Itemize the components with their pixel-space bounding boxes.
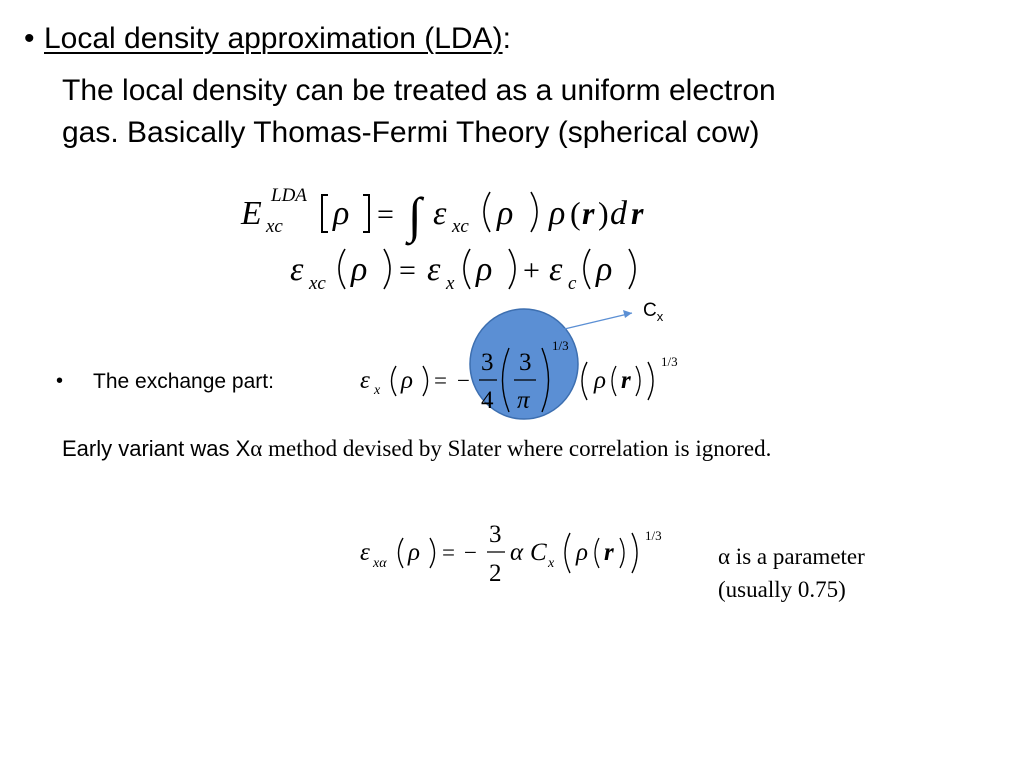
eq4-C: C bbox=[530, 539, 547, 566]
eq3-num3b: 3 bbox=[519, 349, 532, 376]
eq1-paren-right bbox=[531, 192, 537, 232]
exchange-label: The exchange part: bbox=[93, 370, 274, 393]
eq1-d: d bbox=[610, 195, 627, 232]
eq4-paren-r bbox=[430, 538, 435, 568]
eq2-paren-1l bbox=[339, 249, 345, 289]
eq1-bracket-right bbox=[363, 195, 369, 232]
eq4-rho: ρ bbox=[408, 539, 420, 566]
eq3-r: r bbox=[621, 367, 631, 394]
heading-text: Local density approximation (LDA) bbox=[44, 22, 503, 55]
eq4-den: 2 bbox=[489, 560, 502, 587]
eq1-rho2: ρ bbox=[497, 195, 514, 232]
highlight-arrow-head bbox=[623, 310, 632, 318]
eq3-sub-x: x bbox=[374, 383, 381, 398]
eq3-paren-l bbox=[392, 366, 397, 396]
eq1-eps-sub: xc bbox=[452, 216, 469, 237]
eq3-exp1: 1/3 bbox=[552, 338, 569, 353]
eq4-paren2-r bbox=[632, 533, 637, 573]
variant-text bbox=[62, 436, 771, 462]
eq1-sub: xc bbox=[266, 216, 283, 237]
eq4-paren-l bbox=[399, 538, 404, 568]
alpha-note bbox=[718, 540, 865, 606]
eq3-paren3-l bbox=[612, 366, 616, 396]
eq4-paren2-l bbox=[565, 533, 570, 573]
equation-xc-split bbox=[290, 249, 635, 294]
bullet-marker: • bbox=[24, 22, 35, 55]
eq2-rho2: ρ bbox=[476, 251, 493, 288]
intro-line-2: gas. Basically Thomas-Fermi Theory (spherical cow) bbox=[62, 116, 760, 149]
eq3-rho2: ρ bbox=[594, 367, 606, 394]
heading-colon: : bbox=[502, 22, 511, 55]
eq3-exp2: 1/3 bbox=[661, 354, 678, 369]
alpha-note-line-2: (usually 0.75) bbox=[718, 577, 846, 602]
eq4-eps: ε bbox=[360, 539, 370, 566]
eq3-num3: 3 bbox=[481, 349, 494, 376]
eq1-sup: LDA bbox=[271, 185, 307, 206]
eq3-rho: ρ bbox=[401, 367, 413, 394]
eq3-equals: = bbox=[434, 368, 447, 393]
eq1-bracket-left bbox=[322, 195, 328, 232]
cx-label-sub: x bbox=[656, 308, 664, 324]
eq1-rho3: ρ bbox=[549, 195, 566, 232]
eq4-alpha: α bbox=[510, 539, 524, 566]
eq1-paren-left bbox=[484, 192, 490, 232]
eq3-paren3-r bbox=[636, 366, 640, 396]
eq4-sub: xα bbox=[373, 556, 387, 571]
eq2-eps3: ε bbox=[549, 251, 563, 288]
eq1-E: E bbox=[241, 195, 262, 232]
eq4-paren3-l bbox=[595, 538, 599, 568]
eq4-r: r bbox=[604, 539, 614, 566]
alpha-note-line-1: α is a parameter bbox=[718, 544, 865, 569]
eq3-den4: 4 bbox=[481, 387, 494, 414]
eq3-paren2-l bbox=[582, 362, 587, 400]
eq2-paren-2l bbox=[464, 249, 470, 289]
eq1-integral: ∫ bbox=[408, 187, 422, 243]
eq3-paren-r bbox=[423, 366, 428, 396]
eq2-paren-1r bbox=[384, 249, 390, 289]
eq3-paren2-r bbox=[648, 362, 653, 400]
eq1-equals: = bbox=[377, 198, 394, 231]
eq1-eps: ε bbox=[433, 195, 447, 232]
eq3-minus: − bbox=[457, 368, 470, 393]
highlight-arrow-line bbox=[556, 313, 632, 331]
eq2-plus: + bbox=[523, 254, 540, 287]
eq4-sub-x: x bbox=[548, 556, 555, 571]
eq4-num: 3 bbox=[489, 521, 502, 548]
exchange-bullet-marker: • bbox=[56, 370, 64, 392]
eq1-rho: ρ bbox=[333, 195, 350, 232]
eq2-paren-2r bbox=[509, 249, 515, 289]
eq3-eps: ε bbox=[360, 367, 370, 394]
eq2-eps2: ε bbox=[427, 251, 441, 288]
eq1-close: ) bbox=[598, 195, 609, 231]
eq2-eps1: ε bbox=[290, 251, 304, 288]
eq4-rho2: ρ bbox=[576, 539, 588, 566]
eq2-paren-3r bbox=[629, 249, 635, 289]
cx-label-main: C bbox=[643, 300, 657, 321]
eq4-exp: 1/3 bbox=[645, 528, 662, 543]
variant-prefix: Early variant was X bbox=[62, 436, 251, 461]
eq2-paren-3l bbox=[584, 249, 590, 289]
eq4-paren3-r bbox=[620, 538, 624, 568]
eq4-minus: − bbox=[464, 540, 477, 565]
equation-lda-energy bbox=[240, 185, 644, 246]
eq2-equals: = bbox=[399, 254, 416, 287]
cx-label bbox=[643, 300, 663, 324]
eq1-r: r bbox=[582, 195, 595, 231]
eq2-rho1: ρ bbox=[351, 251, 368, 288]
eq1-r2: r bbox=[631, 195, 644, 231]
eq2-sub-x: x bbox=[446, 273, 455, 294]
eq4-equals: = bbox=[442, 540, 455, 565]
equation-x-alpha bbox=[360, 521, 662, 587]
variant-suffix: α method devised by Slater where correlation is ignored. bbox=[250, 436, 772, 461]
eq3-pi: π bbox=[517, 387, 530, 414]
intro-line-1: The local density can be treated as a uniform electron bbox=[62, 74, 776, 107]
eq2-rho3: ρ bbox=[596, 251, 613, 288]
eq2-sub-xc: xc bbox=[309, 273, 326, 294]
eq2-sub-c: c bbox=[568, 273, 577, 294]
eq1-open: ( bbox=[570, 195, 581, 231]
